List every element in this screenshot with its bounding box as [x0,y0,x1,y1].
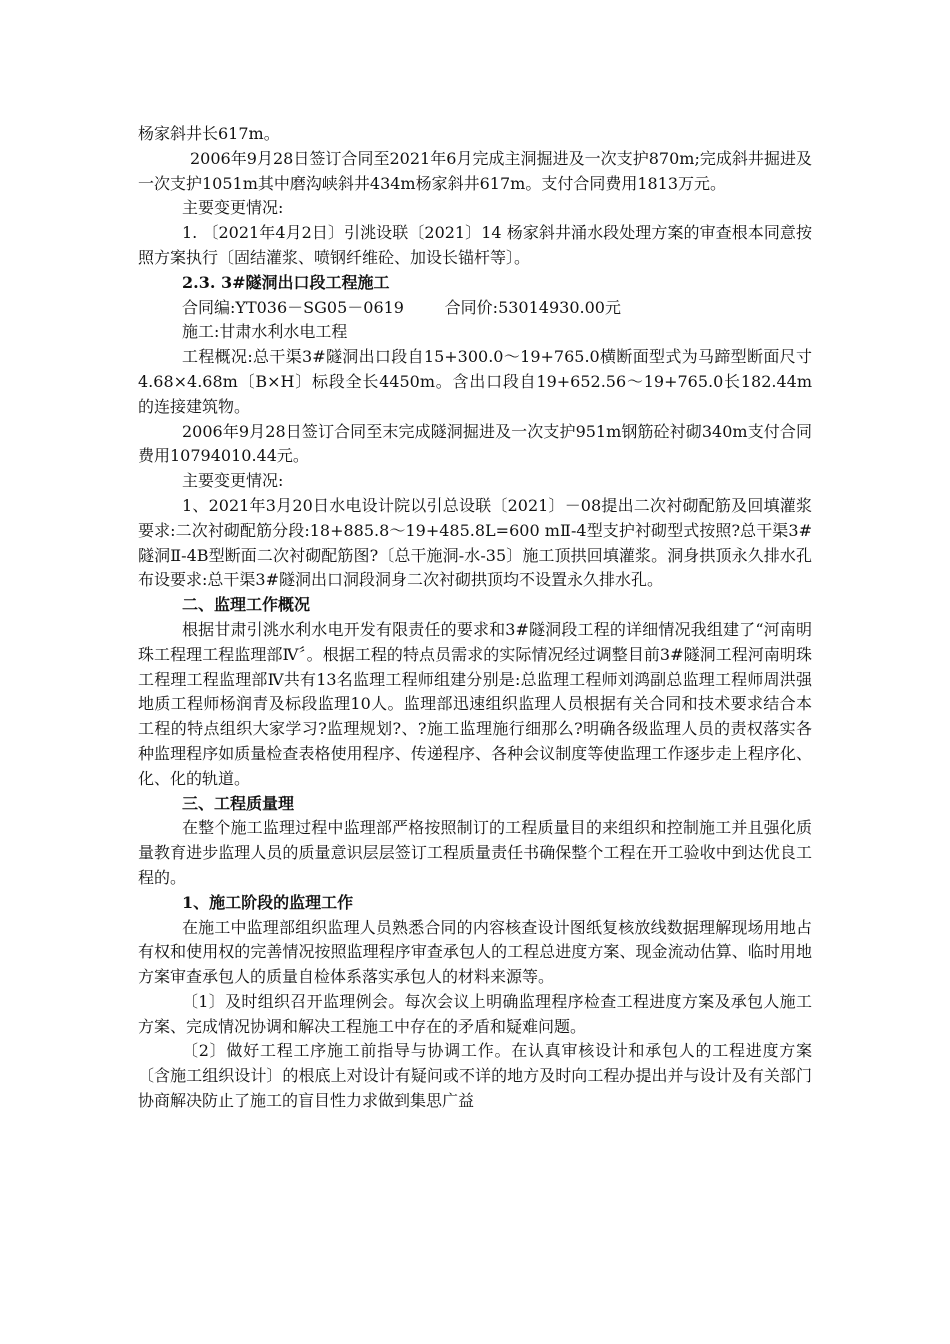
text-paragraph: 〔1〕及时组织召开监理例会。每次会议上明确监理程序检查工程进度方案及承包人施工方案、完成情况协调和解决工程施工中存在的矛盾和疑难问题。 [138,991,812,1036]
section-heading: 二、监理工作概况 [182,595,311,615]
text-paragraph: 1. 〔2021年4月2日〕引洮设联〔2021〕14 杨家斜井涌水段处理方案的审查根本同意按照方案执行〔固结灌浆、喷钢纤维砼、加设长锚杆等〕。 [138,223,812,267]
section-heading: 1、施工阶段的监理工作 [182,892,354,912]
text-paragraph: 工程概况:总干渠3#隧洞出口段自15+300.0～19+765.0横断面型式为马蹄型断面尺寸4.68×4.68m〔B×H〕标段全长4450m。含出口段自19+652.56～19+765.0长182.44m的连接建筑物。 [138,347,812,416]
text-paragraph: 1、2021年3月20日水电设计院以引总设联〔2021〕－08提出二次衬砌配筋及回填灌浆要求:二次衬砌配筋分段:18+885.8～19+485.8L=600 mⅡ-4型支护衬砌型式按照?总干渠3#隧洞Ⅱ-4B型断面二次衬砌配筋图?〔总干施洞-水-35〕施工顶拱回填灌浆。洞身拱顶永久排水孔布设要求:总干渠3#隧洞出口洞段洞身二次衬砌拱顶均不设置永久排水孔。 [138,495,812,590]
section-heading: 2.3. 3#隧洞出口段工程施工 [182,272,390,292]
section-heading: 三、工程质量理 [182,793,295,813]
document-page [138,122,812,1114]
text-paragraph: 施工:甘肃水利水电工程 [182,322,348,342]
text-paragraph: 杨家斜井长617m。 [138,124,280,143]
text-paragraph: 主要变更情况: [182,471,284,491]
text-paragraph: 2006年9月28日签订合同至2021年6月完成主洞掘进及一次支护870m;完成斜井掘进及一次支护1051m其中磨沟峡斜井434m杨家斜井617m。支付合同费用1813万元。 [138,148,812,193]
text-paragraph: 在施工中监理部组织监理人员熟悉合同的内容核查设计图纸复核放线数据理解现场用地占有权和使用权的完善情况按照监理程序审查承包人的工程总进度方案、现金流动估算、临时用地方案审查承包人的质量自检体系落实承包人的材料来源等。 [138,917,812,987]
text-paragraph: 2006年9月28日签订合同至末完成隧洞掘进及一次支护951m钢筋砼衬砌340m支付合同费用10794010.44元。 [138,421,812,466]
text-paragraph: 〔2〕做好工程工序施工前指导与协调工作。在认真审核设计和承包人的工程进度方案〔含施工组织设计〕的根底上对设计有疑问或不详的地方及时向工程办提出并与设计及有关部门协商解决防止了施工的盲目性力求做到集思广益 [138,1041,812,1111]
text-paragraph: 合同编:YT036－SG05－0619 合同价:53014930.00元 [182,297,621,317]
text-paragraph: 在整个施工监理过程中监理部严格按照制订的工程质量目的来组织和控制施工并且强化质量教育进步监理人员的质量意识层层签订工程质量责任书确保整个工程在开工验收中到达优良工程的。 [138,818,812,887]
text-paragraph: 主要变更情况: [182,198,284,218]
text-paragraph: 根据甘肃引洮水利水电开发有限责任的要求和3#隧洞段工程的详细情况我组建了“河南明珠工程理工程监理部Ⅳ〞。根据工程的特点员需求的实际情况经过调整目前3#隧洞工程河南明珠工程理工程监理部Ⅳ共有13名监理工程师组建分别是:总监理工程师刘鸿副总监理工程师周洪强地质工程师杨润青及标段监理10人。监理部迅速组织监理人员根据有关合同和技术要求结合本工程的特点组织大家学习?监理规划?、?施工监理施行细那么?明确各级监理人员的责权落实各种监理程序如质量检查表格使用程序、传递程序、各种会议制度等使监理工作逐步走上程序化、化、化的轨道。 [138,619,812,788]
